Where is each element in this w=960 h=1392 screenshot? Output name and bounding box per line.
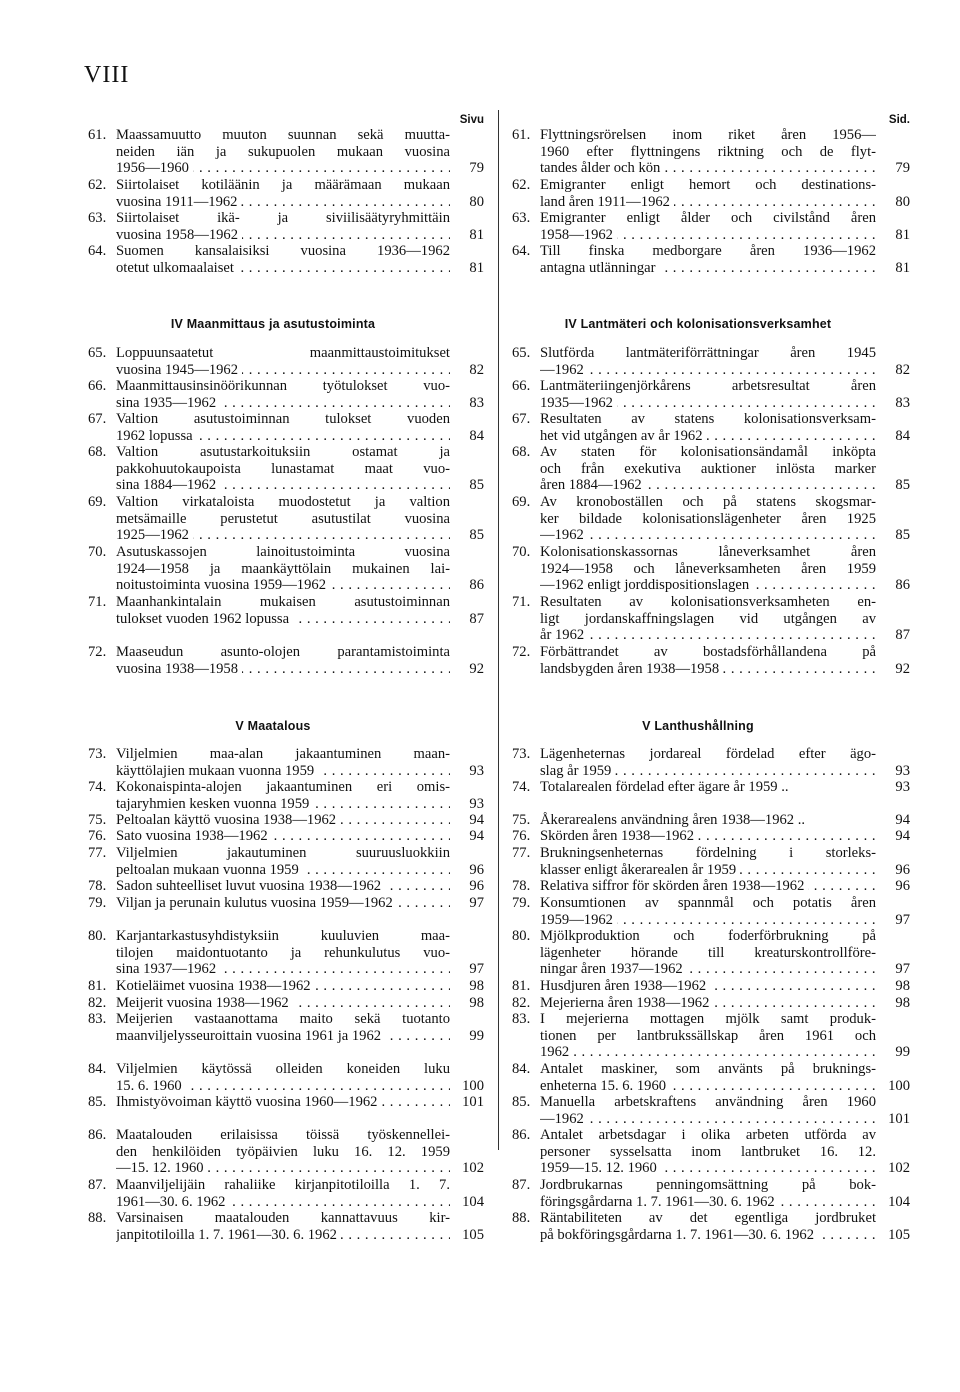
entry-number: 83. <box>88 1011 107 1027</box>
toc-entry[interactable] <box>512 345 910 378</box>
entry-title-line: år 1962 . . . <box>540 627 876 644</box>
entry-title-line: Mjölkproduktion och foderförbrukning på <box>540 928 876 944</box>
toc-entry[interactable] <box>88 243 484 276</box>
entry-page-number: 100 <box>462 1077 484 1094</box>
entry-number: 74. <box>512 779 531 795</box>
entry-title-line: vuosina 1911—1962 . . . <box>116 194 450 211</box>
entry-page-number: 97 <box>469 961 484 977</box>
toc-entry[interactable] <box>88 828 484 845</box>
toc-entry[interactable] <box>512 878 910 895</box>
entry-page-number: 93 <box>469 762 484 779</box>
entry-title-line: Totalarealen fördelad efter ägare år 1959 .. <box>540 779 876 796</box>
entry-title-line: Till finska medborgare åren 1936—1962 <box>540 243 876 259</box>
entry-page-number: 99 <box>895 1044 910 1060</box>
toc-entry[interactable] <box>88 1177 484 1210</box>
toc-entry[interactable] <box>88 210 484 243</box>
entry-number: 87. <box>88 1177 107 1193</box>
entry-number: 70. <box>88 544 107 560</box>
entry-title-line: ker bildade kolonisationslägenheter åren 1925 <box>540 510 876 527</box>
entry-title-line: 1962 . . . <box>540 1044 876 1061</box>
entry-page-number: 92 <box>895 660 910 677</box>
entry-title-line: noitustoiminta vuosina 1959—1962 . . . <box>116 577 450 594</box>
entry-number: 66. <box>88 378 107 394</box>
toc-entry[interactable] <box>512 127 910 177</box>
entry-page-number: 98 <box>895 995 910 1011</box>
entry-title-line: 1924—1958 och låneverksamheten åren 1959 <box>540 560 876 577</box>
entry-number: 79. <box>88 895 107 911</box>
entry-page-number: 96 <box>895 878 910 894</box>
entry-title-line: Karjantarkastusyhdistyksiin kuuluvien maa- <box>116 928 450 944</box>
toc-entry[interactable] <box>512 895 910 928</box>
entry-number: 64. <box>88 243 107 259</box>
entry-number: 86. <box>88 1127 107 1143</box>
entry-number: 76. <box>88 828 107 844</box>
entry-page-number: 99 <box>469 1027 484 1044</box>
entry-title-line: antagna utlänningar . . . <box>540 260 876 277</box>
toc-entry[interactable] <box>88 895 484 912</box>
entry-title-line: Relativa siffror för skörden åren 1938—1962 . . . <box>540 878 876 895</box>
toc-entry[interactable] <box>88 1210 484 1243</box>
entry-title-line: 1924—1958 ja maankäyttölain mukainen lai- <box>116 560 450 577</box>
toc-entry[interactable] <box>512 444 910 494</box>
entry-number: 76. <box>512 828 531 844</box>
entry-page-number: 94 <box>895 828 910 844</box>
toc-entry[interactable] <box>88 1061 484 1094</box>
entry-number: 72. <box>512 644 531 660</box>
entry-page-number: 98 <box>469 978 484 994</box>
entry-title-line: Husdjuren åren 1938—1962 . . . <box>540 978 876 995</box>
entry-title-line: 1961—30. 6. 1962 . . . <box>116 1194 450 1211</box>
entry-page-number: 97 <box>469 895 484 911</box>
entry-title-line: Siirtolaiset ikä- ja siviilisäätyryhmittäin <box>116 210 450 226</box>
entry-page-number: 93 <box>895 762 910 779</box>
toc-entry[interactable] <box>88 978 484 995</box>
toc-entry[interactable] <box>88 494 484 544</box>
toc-entry[interactable] <box>88 995 484 1012</box>
entry-title-line: vuosina 1938—1958 . . . <box>116 661 450 678</box>
entry-page-number: 101 <box>462 1094 484 1110</box>
toc-entry[interactable] <box>88 845 484 878</box>
entry-page-number: 97 <box>895 911 910 928</box>
entry-title-line: Av kronoboställen och på statens skogsmar- <box>540 494 876 510</box>
entry-number: 73. <box>512 746 531 762</box>
entry-page-number: 85 <box>895 527 910 543</box>
entry-page-number: 83 <box>469 394 484 411</box>
toc-entry[interactable] <box>512 995 910 1012</box>
toc-entry[interactable] <box>512 177 910 210</box>
entry-title-line: Av staten för kolonisationsändamål inköpta <box>540 444 876 460</box>
toc-entry[interactable] <box>88 1094 484 1111</box>
entry-number: 69. <box>88 494 107 510</box>
entry-title-line: åren 1884—1962 . . . <box>540 477 876 494</box>
entry-title-line: Loppuunsaatetut maanmittaustoimitukset <box>116 345 450 361</box>
entry-page-number: 84 <box>469 427 484 444</box>
toc-entry[interactable] <box>88 594 484 627</box>
entry-page-number: 105 <box>462 1226 484 1243</box>
toc-entry[interactable] <box>88 444 484 494</box>
entry-number: 78. <box>512 878 531 894</box>
entry-title-line: Mejerierna åren 1938—1962 . . . <box>540 995 876 1012</box>
entry-title-line: käyttölajien mukaan vuonna 1959 . . . <box>116 763 450 780</box>
entry-title-line: landsbygden åren 1938—1958 . . . <box>540 661 876 678</box>
entry-title-line: 1935—1962 . . . <box>540 395 876 412</box>
entry-number: 83. <box>512 1011 531 1027</box>
section-title: IV Lantmäteri och kolonisationsverksamhet <box>564 317 832 331</box>
entry-title-line: tajaryhmien kesken vuonna 1959 . . . <box>116 796 450 813</box>
entry-number: 62. <box>88 177 107 193</box>
entry-title-line: 1925—1962 . . . <box>116 527 450 544</box>
toc-entry[interactable] <box>512 494 910 544</box>
entry-title-line: Maanhankintalain mukaisen asutustoiminnan <box>116 594 450 610</box>
page-column-header: Sid. <box>888 114 910 126</box>
entry-title-line: enheterna 15. 6. 1960 . . . <box>540 1078 876 1095</box>
toc-entry[interactable] <box>88 378 484 411</box>
entry-title-line: ligt jordanskaffningslagen vid utgången av <box>540 610 876 627</box>
toc-entry[interactable] <box>88 644 484 677</box>
entry-number: 79. <box>512 895 531 911</box>
entry-title-line: —1962 . . . <box>540 1111 876 1128</box>
entry-title-line: Viljelmien jakautuminen suuruusluokkiin <box>116 845 450 861</box>
entry-title-line: vuosina 1958—1962 . . . <box>116 227 450 244</box>
entry-page-number: 81 <box>469 259 484 276</box>
entry-page-number: 102 <box>888 1160 910 1176</box>
entry-title-line: Förbättrandet av bostadsförhållandena på <box>540 644 876 660</box>
entry-title-line: metsämaille perustetut asutustilat vuosina <box>116 510 450 527</box>
entry-number: 81. <box>88 978 107 994</box>
entry-number: 63. <box>88 210 107 226</box>
entry-title-line: Valtion virkataloista muodostetut ja valtion <box>116 494 450 510</box>
entry-title-line: Peltoalan käyttö vuosina 1938—1962 . . . <box>116 812 450 829</box>
entry-title-line: Jordbrukarnas penningomsättning på bok- <box>540 1177 876 1193</box>
entry-number: 86. <box>512 1127 531 1143</box>
entry-number: 72. <box>88 644 107 660</box>
entry-page-number: 86 <box>469 577 484 593</box>
section-title: IV Maanmittaus ja asutustoiminta <box>170 317 376 331</box>
entry-page-number: 87 <box>895 627 910 643</box>
entry-page-number: 104 <box>462 1193 484 1210</box>
entry-title-line: den henkilöiden työpäivien luku 16. 12. 1959 <box>116 1143 450 1160</box>
entry-title-line: lägenheter hörande till kreaturskontrollföre- <box>540 944 876 961</box>
entry-number: 63. <box>512 210 531 226</box>
entry-page-number: 105 <box>888 1226 910 1243</box>
section-title: V Lanthushållning <box>642 719 754 733</box>
entry-title-line: Resultaten av kolonisationsverksamheten en- <box>540 594 876 610</box>
toc-entry[interactable] <box>88 544 484 594</box>
entry-number: 71. <box>512 594 531 610</box>
toc-entry[interactable] <box>512 594 910 644</box>
entry-number: 85. <box>88 1094 107 1110</box>
entry-title-line: —1962 . . . <box>540 527 876 544</box>
entry-title-line: klasser enligt åkerarealen år 1959 . . . <box>540 862 876 879</box>
toc-entry[interactable] <box>88 812 484 829</box>
toc-entry[interactable] <box>512 210 910 243</box>
section-title: V Maatalous <box>235 719 311 733</box>
entry-number: 85. <box>512 1094 531 1110</box>
entry-page-number: 80 <box>469 193 484 210</box>
entry-title-line: janpitotiloilla 1. 7. 1961—30. 6. 1962 . . . <box>116 1227 450 1244</box>
entry-title-line: 1962 lopussa . . . <box>116 428 450 445</box>
entry-title-line: tulokset vuoden 1962 lopussa . . . <box>116 611 450 628</box>
entry-title-line: maanviljelysseuroittain vuosina 1961 ja 1962 . . . <box>116 1028 450 1045</box>
entry-number: 75. <box>512 812 531 828</box>
entry-page-number: 96 <box>895 861 910 878</box>
entry-title-line: Suomen kansalaisiksi vuosina 1936—1962 <box>116 243 450 259</box>
entry-number: 84. <box>512 1061 531 1077</box>
toc-entry[interactable] <box>512 978 910 995</box>
toc-entry[interactable] <box>88 411 484 444</box>
toc-entry[interactable] <box>88 345 484 378</box>
entry-title-line: 15. 6. 1960 . . . <box>116 1078 450 1095</box>
toc-entry[interactable] <box>512 828 910 845</box>
entry-title-line: Konsumtionen av spannmål och potatis åren <box>540 895 876 911</box>
toc-entry[interactable] <box>512 411 910 444</box>
entry-title-line: Meijerien vastaanottama maito sekä tuotanto <box>116 1011 450 1027</box>
toc-entry[interactable] <box>512 1127 910 1177</box>
entry-title-line: Maassamuutto muuton suunnan sekä muutta- <box>116 127 450 143</box>
entry-title-line: Lägenheternas jordareal fördelad efter ägo- <box>540 746 876 762</box>
entry-title-line: Räntabiliteten av det egentliga jordbruket <box>540 1210 876 1226</box>
entry-page-number: 81 <box>469 226 484 243</box>
entry-title-line: Emigranter enligt ålder och civilstånd åren <box>540 210 876 226</box>
toc-entry[interactable] <box>512 1011 910 1061</box>
entry-title-line: I mejerierna mottagen mjölk samt produk- <box>540 1011 876 1027</box>
entry-number: 73. <box>88 746 107 762</box>
toc-entry[interactable] <box>512 1177 910 1210</box>
entry-page-number: 102 <box>462 1160 484 1176</box>
entry-title-line: föringsgårdarna 1. 7. 1961—30. 6. 1962 . . . <box>540 1194 876 1211</box>
toc-entry[interactable] <box>88 928 484 978</box>
entry-number: 68. <box>512 444 531 460</box>
entry-title-line: 1959—1962 . . . <box>540 912 876 929</box>
entry-page-number: 94 <box>469 828 484 844</box>
toc-entry[interactable] <box>512 845 910 878</box>
entry-page-number: 82 <box>469 361 484 378</box>
entry-title-line: land åren 1911—1962 . . . <box>540 194 876 211</box>
entry-page-number: 98 <box>469 995 484 1011</box>
entry-number: 87. <box>512 1177 531 1193</box>
entry-number: 82. <box>512 995 531 1011</box>
entry-title-line: 1956—1960 . . . <box>116 160 450 177</box>
entry-number: 65. <box>88 345 107 361</box>
toc-entry[interactable] <box>512 243 910 276</box>
entry-title-line: Maanviljelijäin rahaliike kirjanpitotiloilla 1. 7. <box>116 1177 450 1193</box>
toc-entry[interactable] <box>88 779 484 812</box>
entry-number: 75. <box>88 812 107 828</box>
entry-page-number: 101 <box>888 1110 910 1127</box>
toc-entry[interactable] <box>512 378 910 411</box>
toc-entry[interactable] <box>512 1094 910 1127</box>
entry-title-line: 1958—1962 . . . <box>540 227 876 244</box>
toc-entry[interactable] <box>512 544 910 594</box>
entry-title-line: sina 1935—1962 . . . <box>116 395 450 412</box>
entry-number: 88. <box>88 1210 107 1226</box>
entry-title-line: Siirtolaiset kotiläänin ja määrämaan mukaan <box>116 177 450 193</box>
entry-title-line: 1960 efter flyttningens riktning och de flyt- <box>540 143 876 160</box>
entry-page-number: 93 <box>895 779 910 795</box>
entry-page-number: 93 <box>469 795 484 812</box>
entry-title-line: Åkerarealens användning åren 1938—1962 .. <box>540 812 876 829</box>
entry-title-line: otetut ulkomaalaiset . . . <box>116 260 450 277</box>
column-divider <box>498 110 499 1150</box>
entry-page-number: 85 <box>469 527 484 543</box>
entry-page-number: 104 <box>888 1193 910 1210</box>
entry-page-number: 100 <box>888 1077 910 1094</box>
entry-title-line: het vid utgången av år 1962 . . . <box>540 428 876 445</box>
entry-title-line: Viljelmien käytössä olleiden koneiden luku <box>116 1061 450 1077</box>
entry-title-line: Viljan ja perunain kulutus vuosina 1959—1962 . . . <box>116 895 450 912</box>
entry-title-line: vuosina 1945—1962 . . . <box>116 362 450 379</box>
entry-title-line: tionen per lantbrukssällskap åren 1961 och <box>540 1027 876 1044</box>
entry-title-line: och från exekutiva auktioner inlösta marker <box>540 460 876 477</box>
entry-title-line: Maanmittausinsinöörikunnan työtulokset vuo- <box>116 378 450 394</box>
entry-number: 61. <box>88 127 107 143</box>
entry-page-number: 81 <box>895 226 910 243</box>
entry-title-line: Varsinaisen maatalouden kannattavuus kir- <box>116 1210 450 1226</box>
entry-title-line: Viljelmien maa-alan jakaantuminen maan- <box>116 746 450 762</box>
entry-title-line: ningar åren 1937—1962 . . . <box>540 961 876 978</box>
entry-title-line: pakkohuutokaupoista lunastamat maat vuo- <box>116 460 450 477</box>
entry-title-line: personer sysselsatta inom lantbruket 16. 12. <box>540 1143 876 1160</box>
toc-entry[interactable] <box>512 1061 910 1094</box>
entry-title-line: Brukningsenheternas fördelning i storleks- <box>540 845 876 861</box>
toc-entry[interactable] <box>512 812 910 829</box>
entry-title-line: Valtion asutustarkoituksiin ostamat ja <box>116 444 450 460</box>
entry-page-number: 94 <box>469 812 484 828</box>
entry-title-line: neiden iän ja sukupuolen mukaan vuosina <box>116 143 450 160</box>
toc-entry[interactable] <box>512 644 910 677</box>
entry-number: 65. <box>512 345 531 361</box>
entry-page-number: 79 <box>469 160 484 176</box>
entry-title-line: Manuella arbetskraftens användning åren 1960 <box>540 1094 876 1110</box>
entry-number: 70. <box>512 544 531 560</box>
entry-page-number: 83 <box>895 394 910 411</box>
entry-title-line: —15. 12. 1960 . . . <box>116 1160 450 1177</box>
entry-title-line: 1959—15. 12. 1960 . . . <box>540 1160 876 1177</box>
entry-page-number: 85 <box>469 477 484 493</box>
toc-entry[interactable] <box>512 746 910 779</box>
entry-number: 66. <box>512 378 531 394</box>
entry-page-number: 96 <box>469 878 484 894</box>
entry-page-number: 98 <box>895 978 910 994</box>
page-column-header: Sivu <box>459 114 484 126</box>
entry-page-number: 81 <box>895 259 910 276</box>
entry-number: 68. <box>88 444 107 460</box>
entry-number: 77. <box>512 845 531 861</box>
entry-number: 84. <box>88 1061 107 1077</box>
entry-page-number: 86 <box>895 577 910 593</box>
entry-page-number: 96 <box>469 861 484 878</box>
entry-title-line: Skörden åren 1938—1962 . . . <box>540 828 876 845</box>
entry-title-line: Kokonaispinta-alojen jakaantuminen eri omis- <box>116 779 450 795</box>
entry-page-number: 94 <box>895 812 910 828</box>
entry-title-line: Meijerit vuosina 1938—1962 . . . <box>116 995 450 1012</box>
entry-number: 80. <box>512 928 531 944</box>
entry-page-number: 85 <box>895 477 910 493</box>
entry-title-line: Sato vuosina 1938—1962 . . . <box>116 828 450 845</box>
entry-page-number: 97 <box>895 961 910 977</box>
entry-number: 77. <box>88 845 107 861</box>
entry-number: 81. <box>512 978 531 994</box>
entry-page-number: 87 <box>469 610 484 627</box>
entry-page-number: 84 <box>895 427 910 444</box>
entry-page-number: 79 <box>895 160 910 176</box>
entry-title-line: Antalet arbetsdagar i olika arbeten utförda av <box>540 1127 876 1143</box>
toc-entry[interactable] <box>88 1011 484 1044</box>
entry-number: 78. <box>88 878 107 894</box>
entry-number: 61. <box>512 127 531 143</box>
entry-number: 82. <box>88 995 107 1011</box>
entry-number: 67. <box>512 411 531 427</box>
entry-title-line: —1962 enligt jorddispositionslagen . . . <box>540 577 876 594</box>
entry-title-line: slag år 1959 . . . <box>540 763 876 780</box>
entry-number: 88. <box>512 1210 531 1226</box>
entry-title-line: Maaseudun asunto-olojen parantamistoiminta <box>116 644 450 660</box>
toc-entry[interactable] <box>88 127 484 177</box>
entry-number: 71. <box>88 594 107 610</box>
entry-title-line: Kolonisationskassornas låneverksamhet åren <box>540 544 876 560</box>
toc-entry[interactable] <box>512 779 910 796</box>
entry-title-line: —1962 . . . <box>540 362 876 379</box>
entry-title-line: tilojen maidontuotanto ja rehunkulutus vuo- <box>116 944 450 961</box>
entry-page-number: 80 <box>895 193 910 210</box>
entry-title-line: på bokföringsgårdarna 1. 7. 1961—30. 6. 1962 . . . <box>540 1227 876 1244</box>
entry-title-line: Kotieläimet vuosina 1938—1962 . . . <box>116 978 450 995</box>
toc-entry[interactable] <box>88 746 484 779</box>
entry-title-line: Flyttningsrörelsen inom riket åren 1956— <box>540 127 876 143</box>
entry-page-number: 82 <box>895 361 910 378</box>
toc-entry[interactable] <box>88 1127 484 1177</box>
toc-entry[interactable] <box>512 1210 910 1243</box>
entry-title-line: Ihmistyövoiman käyttö vuosina 1960—1962 . . . <box>116 1094 450 1111</box>
entry-number: 69. <box>512 494 531 510</box>
toc-entry[interactable] <box>88 177 484 210</box>
entry-title-line: Slutförda lantmäteriförrättningar åren 1945 <box>540 345 876 361</box>
entry-title-line: Resultaten av statens kolonisationsverksam- <box>540 411 876 427</box>
page-number: VIII <box>84 62 130 88</box>
toc-entry[interactable] <box>88 878 484 895</box>
entry-title-line: Emigranter enligt hemort och destinations- <box>540 177 876 193</box>
entry-title-line: Asutuskassojen lainoitustoiminta vuosina <box>116 544 450 560</box>
entry-title-line: Maatalouden erilaisissa töissä työskennellei- <box>116 1127 450 1143</box>
entry-title-line: sina 1937—1962 . . . <box>116 961 450 978</box>
entry-number: 62. <box>512 177 531 193</box>
entry-number: 80. <box>88 928 107 944</box>
entry-title-line: Lantmäteriingenjörkårens arbetsresultat åren <box>540 378 876 394</box>
entry-number: 74. <box>88 779 107 795</box>
entry-title-line: sina 1884—1962 . . . <box>116 477 450 494</box>
entry-title-line: tandes ålder och kön . . . <box>540 160 876 177</box>
entry-title-line: Sadon suhteelliset luvut vuosina 1938—1962 . . . <box>116 878 450 895</box>
toc-entry[interactable] <box>512 928 910 978</box>
entry-number: 64. <box>512 243 531 259</box>
entry-title-line: peltoalan mukaan vuonna 1959 . . . <box>116 862 450 879</box>
entry-title-line: Valtion asutustoiminnan tulokset vuoden <box>116 411 450 427</box>
entry-title-line: Antalet maskiner, som använts på bruknings- <box>540 1061 876 1077</box>
entry-number: 67. <box>88 411 107 427</box>
entry-page-number: 92 <box>469 660 484 677</box>
